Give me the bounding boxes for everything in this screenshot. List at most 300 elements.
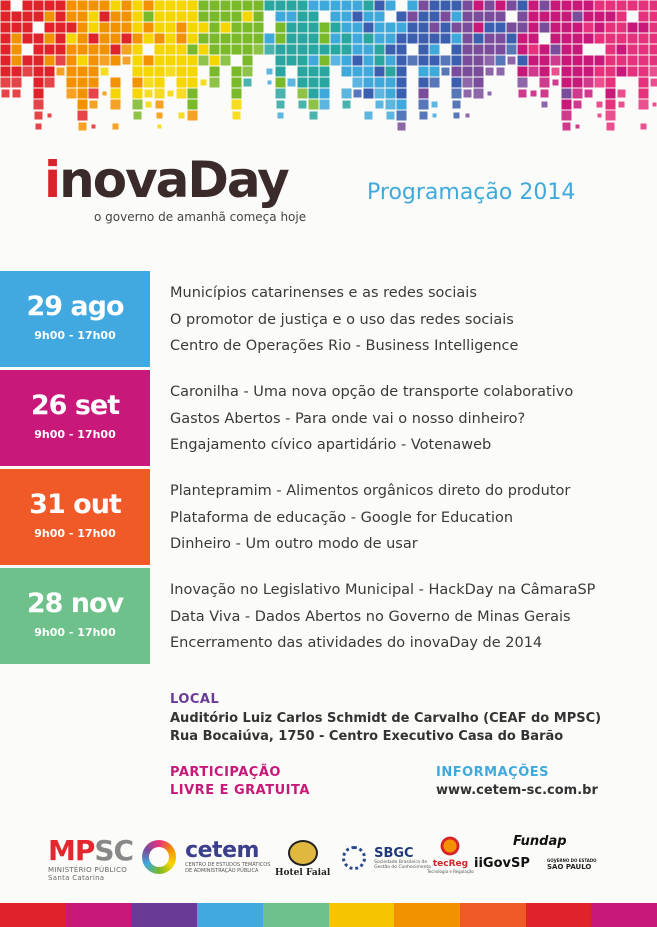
mosaic-tile [188, 23, 198, 33]
mosaic-tile [433, 114, 437, 118]
mosaic-tile [386, 23, 396, 33]
mosaic-tile [430, 45, 440, 55]
mosaic-tile [518, 23, 528, 33]
mosaic-tile [540, 67, 550, 77]
mosaic-tile [531, 91, 537, 97]
mosaic-tile [188, 89, 198, 99]
mosaic-tile [606, 78, 616, 88]
mosaic-tile [584, 34, 594, 44]
event-topics [170, 478, 570, 558]
mosaic-tile [408, 56, 418, 66]
mosaic-tile [463, 67, 473, 77]
mosaic-tile [365, 112, 373, 120]
mosaic-tile [452, 78, 462, 88]
mosaic-tile [639, 23, 649, 33]
mosaic-tile [386, 1, 396, 11]
mosaic-tile [408, 1, 418, 11]
mosaic-tile [617, 23, 627, 33]
mosaic-tile [254, 45, 264, 55]
mosaic-tile [419, 67, 429, 77]
color-bar-segment [460, 903, 526, 927]
mosaic-tile [166, 23, 176, 33]
mosaic-tile [430, 12, 440, 22]
mosaic-tile [199, 56, 209, 66]
mosaic-tile [199, 45, 209, 55]
mosaic-tile [519, 90, 527, 98]
program-title: Programação 2014 [367, 180, 576, 205]
mosaic-tile [89, 34, 99, 44]
mosaic-tile [540, 12, 550, 22]
mosaic-tile [320, 45, 330, 55]
mosaic-tile [299, 101, 307, 109]
mosaic-tile [518, 78, 528, 88]
mosaic-tile [287, 56, 297, 66]
mosaic-tile [442, 68, 450, 76]
gov-sp-line1: GOVERNO DO ESTADO [547, 858, 597, 863]
mosaic-tile [606, 56, 616, 66]
mosaic-tile [641, 124, 647, 130]
mosaic-tile [122, 23, 132, 33]
mosaic-tile [474, 56, 484, 66]
mosaic-tile [254, 1, 264, 11]
mosaic-tile [210, 1, 220, 11]
mosaic-tile [155, 1, 165, 11]
mosaic-tile [309, 78, 319, 88]
mosaic-tile [606, 1, 616, 11]
mosaic-tile [386, 34, 396, 44]
mosaic-tile [419, 45, 429, 55]
mosaic-tile [100, 1, 110, 11]
mosaic-tile [45, 78, 55, 88]
mosaic-tile [598, 114, 602, 118]
mosaic-tile [551, 12, 561, 22]
mosaic-tile [265, 34, 275, 44]
mosaic-tile [23, 23, 33, 33]
mosaic-tile [397, 78, 407, 88]
mosaic-tile [210, 78, 220, 88]
mosaic-tile [562, 56, 572, 66]
mosaic-tile [606, 34, 616, 44]
mosaic-tile [243, 23, 253, 33]
mosaic-tile [100, 45, 110, 55]
mosaic-tile [553, 80, 559, 86]
mosaic-tile [485, 56, 495, 66]
mosaic-tile [364, 78, 374, 88]
mosaic-tile [12, 45, 22, 55]
mosaic-tile [133, 45, 143, 55]
mosaic-tile [144, 34, 154, 44]
mosaic-tile [210, 12, 220, 22]
mosaic-tile [188, 100, 198, 110]
mpsc-sc: SC [94, 834, 134, 867]
mosaic-tile [320, 23, 330, 33]
tecreg-name: tecReg [432, 859, 469, 869]
mpsc-subtitle-2: Santa Catarina [48, 874, 105, 882]
mosaic-tile [618, 90, 626, 98]
mosaic-tile [354, 90, 362, 98]
mosaic-tile [364, 12, 374, 22]
mosaic-tile [595, 56, 605, 66]
mosaic-tile [144, 23, 154, 33]
mosaic-tile [34, 67, 44, 77]
mosaic-tile [210, 56, 220, 66]
mosaic-tile [518, 67, 528, 77]
mosaic-tile [430, 67, 440, 77]
color-mosaic-banner [0, 0, 657, 140]
mosaic-tile [562, 78, 572, 88]
mosaic-tile [497, 68, 505, 76]
mosaic-tile [111, 1, 121, 11]
mosaic-tile [386, 100, 396, 110]
mosaic-tile [276, 45, 286, 55]
mosaic-tile [397, 100, 407, 110]
mosaic-tile [562, 89, 572, 99]
mosaic-tile [254, 12, 264, 22]
mosaic-tile [177, 23, 187, 33]
mosaic-tile [486, 68, 494, 76]
mosaic-tile [331, 45, 341, 55]
mosaic-tile [133, 1, 143, 11]
mosaic-tile [398, 123, 406, 131]
mosaic-tile [432, 102, 438, 108]
mosaic-tile [562, 67, 572, 77]
mosaic-tile [89, 12, 99, 22]
mosaic-tile [101, 68, 109, 76]
mosaic-tile [585, 90, 593, 98]
mosaic-tile [353, 56, 363, 66]
mosaic-tile [177, 12, 187, 22]
mosaic-tile [56, 12, 66, 22]
mosaic-tile [78, 100, 88, 110]
mosaic-tile [89, 67, 99, 77]
mosaic-tile [210, 23, 220, 33]
mosaic-tile [364, 34, 374, 44]
event-time: 9h00 - 17h00 [34, 626, 116, 639]
mosaic-tile [542, 102, 548, 108]
mosaic-tile [452, 56, 462, 66]
mosaic-tile [639, 78, 649, 88]
mosaic-tile [619, 102, 625, 108]
mosaic-tile [232, 67, 242, 77]
mosaic-tile [166, 56, 176, 66]
mosaic-tile [79, 123, 87, 131]
mosaic-tile [232, 34, 242, 44]
mosaic-tile [518, 12, 528, 22]
mosaic-tile [650, 67, 657, 77]
event-date-box [0, 469, 150, 565]
mosaic-tile [430, 34, 440, 44]
logo-wordmark [44, 150, 288, 210]
mosaic-tile [111, 23, 121, 33]
mosaic-tile [244, 79, 252, 87]
mosaic-tile [57, 68, 65, 76]
mosaic-tile [158, 125, 162, 129]
mosaic-tile [463, 12, 473, 22]
mosaic-tile [67, 23, 77, 33]
mosaic-tile [67, 34, 77, 44]
mosaic-tile [78, 78, 88, 88]
mosaic-tile [23, 56, 33, 66]
mosaic-tile [364, 23, 374, 33]
mosaic-tile [597, 102, 603, 108]
mosaic-tile [639, 67, 649, 77]
mosaic-tile [111, 12, 121, 22]
sbgc-dots-icon [342, 846, 366, 870]
mosaic-tile [496, 1, 506, 11]
mosaic-tile [298, 67, 308, 77]
mosaic-tile [375, 56, 385, 66]
mosaic-tile [320, 89, 330, 99]
mosaic-tile [265, 45, 275, 55]
mosaic-tile [89, 89, 99, 99]
mosaic-tile [419, 78, 429, 88]
mosaic-tile [177, 89, 187, 99]
mosaic-tile [419, 12, 429, 22]
cetem-logo [142, 840, 270, 874]
color-bar-segment [394, 903, 460, 927]
mosaic-tile [466, 114, 470, 118]
mosaic-tile [111, 78, 121, 88]
mosaic-tile [78, 45, 88, 55]
mosaic-tile [34, 45, 44, 55]
mosaic-tile [45, 45, 55, 55]
mosaic-tile [485, 34, 495, 44]
hotel-name: Hotel Faial [275, 868, 331, 878]
mosaic-tile [45, 56, 55, 66]
mosaic-tile [232, 23, 242, 33]
mosaic-tile [353, 23, 363, 33]
event-topic: Municípios catarinenses e as redes sociais [170, 285, 477, 301]
mosaic-tile [144, 1, 154, 11]
event-date: 31 out [29, 489, 121, 520]
mosaic-tile [452, 12, 462, 22]
event-row [0, 568, 657, 664]
mosaic-tile [606, 12, 616, 22]
igovsp-logo: iiGovSP [474, 856, 530, 871]
mosaic-tile [276, 89, 286, 99]
mosaic-tile [419, 56, 429, 66]
mosaic-tile [573, 45, 583, 55]
mosaic-tile [617, 45, 627, 55]
mpsc-mp: MP [48, 834, 95, 867]
sbgc-wordmark [374, 847, 431, 870]
mosaic-tile [474, 67, 484, 77]
mosaic-tile [78, 1, 88, 11]
mosaic-tile [584, 56, 594, 66]
mosaic-tile [298, 45, 308, 55]
mosaic-tile [540, 1, 550, 11]
mosaic-tile [45, 67, 55, 77]
mosaic-tile [584, 12, 594, 22]
event-topic: Dinheiro - Um outro modo de usar [170, 536, 418, 552]
mosaic-tile [155, 56, 165, 66]
mosaic-tile [628, 1, 638, 11]
mosaic-tile [1, 67, 11, 77]
event-topic: Caronilha - Uma nova opção de transporte colaborativo [170, 384, 574, 400]
mosaic-tile [496, 12, 506, 22]
mosaic-tile [89, 45, 99, 55]
mosaic-tile [1, 1, 11, 11]
mosaic-tile [452, 67, 462, 77]
gov-sp-line2: SÃO PAULO [547, 863, 592, 871]
mosaic-tile [201, 80, 207, 86]
mosaic-tile [56, 1, 66, 11]
mosaic-tile [419, 1, 429, 11]
mosaic-tile [628, 34, 638, 44]
mosaic-tile [639, 56, 649, 66]
mosaic-tile [210, 34, 220, 44]
mosaic-tile [639, 45, 649, 55]
mosaic-tile [343, 101, 351, 109]
mosaic-tile [309, 12, 319, 22]
mosaic-tile [584, 67, 594, 77]
mosaic-tile [386, 67, 396, 77]
color-bar-segment [131, 903, 197, 927]
inovaday-logo [44, 150, 344, 230]
mosaic-tile [375, 78, 385, 88]
mosaic-tile [485, 1, 495, 11]
mosaic-tile [133, 67, 143, 77]
mosaic-tile [232, 100, 242, 110]
mosaic-tile [78, 67, 88, 77]
mosaic-tile [78, 23, 88, 33]
mosaic-tile [309, 1, 319, 11]
event-topic: Plantepramim - Alimentos orgânicos direto do produtor [170, 483, 571, 499]
mosaic-tile [298, 12, 308, 22]
mosaic-tile [562, 100, 572, 110]
mosaic-tile [243, 34, 253, 44]
mosaic-tile [573, 12, 583, 22]
mosaic-tile [254, 23, 264, 33]
mosaic-tile [419, 34, 429, 44]
mosaic-tile [496, 45, 506, 55]
cetem-subtitle-2: DE ADMINISTRAÇÃO PÚBLICA [185, 868, 259, 874]
mosaic-tile [287, 1, 297, 11]
mosaic-tile [23, 12, 33, 22]
mosaic-tile [364, 89, 374, 99]
mosaic-tile [430, 56, 440, 66]
mosaic-tile [375, 12, 385, 22]
mosaic-tile [67, 45, 77, 55]
mosaic-tile [144, 12, 154, 22]
mosaic-tile [78, 111, 88, 121]
mosaic-tile [67, 12, 77, 22]
event-date-box [0, 271, 150, 367]
sponsor-logos [40, 828, 640, 888]
mosaic-tile [650, 12, 657, 22]
mosaic-tile [562, 45, 572, 55]
mosaic-tile [56, 34, 66, 44]
mosaic-tile [540, 23, 550, 33]
mosaic-tile [45, 1, 55, 11]
mosaic-tile [408, 12, 418, 22]
tecreg-logo [427, 833, 474, 874]
mosaic-tile [298, 89, 308, 99]
mosaic-tile [56, 45, 66, 55]
mosaic-tile [133, 34, 143, 44]
mosaic-tile [144, 67, 154, 77]
sbgc-name: SBGC [374, 845, 414, 861]
mosaic-tile [267, 69, 273, 75]
mosaic-tile [453, 101, 461, 109]
mosaic-tile [485, 45, 495, 55]
mosaic-tile [100, 56, 110, 66]
mosaic-tile [254, 34, 264, 44]
mosaic-tile [353, 45, 363, 55]
mosaic-tile [188, 67, 198, 77]
mosaic-tile [67, 1, 77, 11]
mpsc-subtitle-1: MINISTÉRIO PÚBLICO [48, 866, 128, 874]
mosaic-tile [144, 78, 154, 88]
mosaic-tile [122, 12, 132, 22]
mosaic-tile [133, 100, 143, 110]
mosaic-tile [595, 12, 605, 22]
mosaic-tile [298, 34, 308, 44]
mosaic-tile [441, 12, 451, 22]
info-url[interactable]: www.cetem-sc.com.br [436, 783, 598, 798]
mosaic-tile [474, 34, 484, 44]
mosaic-tile [157, 113, 163, 119]
mosaic-tile [595, 34, 605, 44]
mosaic-tile [420, 112, 428, 120]
mosaic-tile [386, 56, 396, 66]
mosaic-tile [177, 67, 187, 77]
mosaic-tile [309, 89, 319, 99]
mosaic-tile [441, 34, 451, 44]
mosaic-tile [166, 12, 176, 22]
mosaic-tile [45, 23, 55, 33]
mosaic-tile [518, 1, 528, 11]
event-topics [170, 577, 595, 657]
mosaic-tile [1, 45, 11, 55]
mosaic-tile [529, 67, 539, 77]
mosaic-tile [474, 45, 484, 55]
sbgc-subtitle-2: Gestão do Conhecimento [374, 864, 432, 870]
mosaic-tile [529, 45, 539, 55]
mosaic-tile [562, 1, 572, 11]
mosaic-tile [573, 56, 583, 66]
mosaic-tile [639, 12, 649, 22]
mosaic-tile [177, 45, 187, 55]
mosaic-tile [276, 23, 286, 33]
mosaic-tile [353, 34, 363, 44]
mosaic-tile [562, 23, 572, 33]
mosaic-tile [342, 1, 352, 11]
mosaic-tile [386, 89, 396, 99]
mosaic-tile [221, 56, 231, 66]
event-time: 9h00 - 17h00 [34, 527, 116, 540]
mosaic-tile [177, 78, 187, 88]
mosaic-tile [320, 56, 330, 66]
mosaic-tile [650, 34, 657, 44]
mosaic-tile [23, 1, 33, 11]
event-topic: Plataforma de educação - Google for Education [170, 509, 514, 526]
mosaic-tile [111, 34, 121, 44]
mosaic-tile [452, 1, 462, 11]
mosaic-tile [364, 67, 374, 77]
mosaic-tile [617, 67, 627, 77]
mosaic-tile [551, 1, 561, 11]
mosaic-tile [551, 23, 561, 33]
hotel-emblem-icon [288, 840, 318, 866]
mosaic-tile [199, 1, 209, 11]
mosaic-tile [210, 67, 220, 77]
mosaic-tile [221, 34, 231, 44]
event-topic: Gastos Abertos - Para onde vai o nosso dinheiro? [170, 410, 526, 427]
mosaic-tile [276, 1, 286, 11]
participation-free-label: LIVRE E GRATUITA [170, 783, 310, 798]
mosaic-tile [463, 45, 473, 55]
